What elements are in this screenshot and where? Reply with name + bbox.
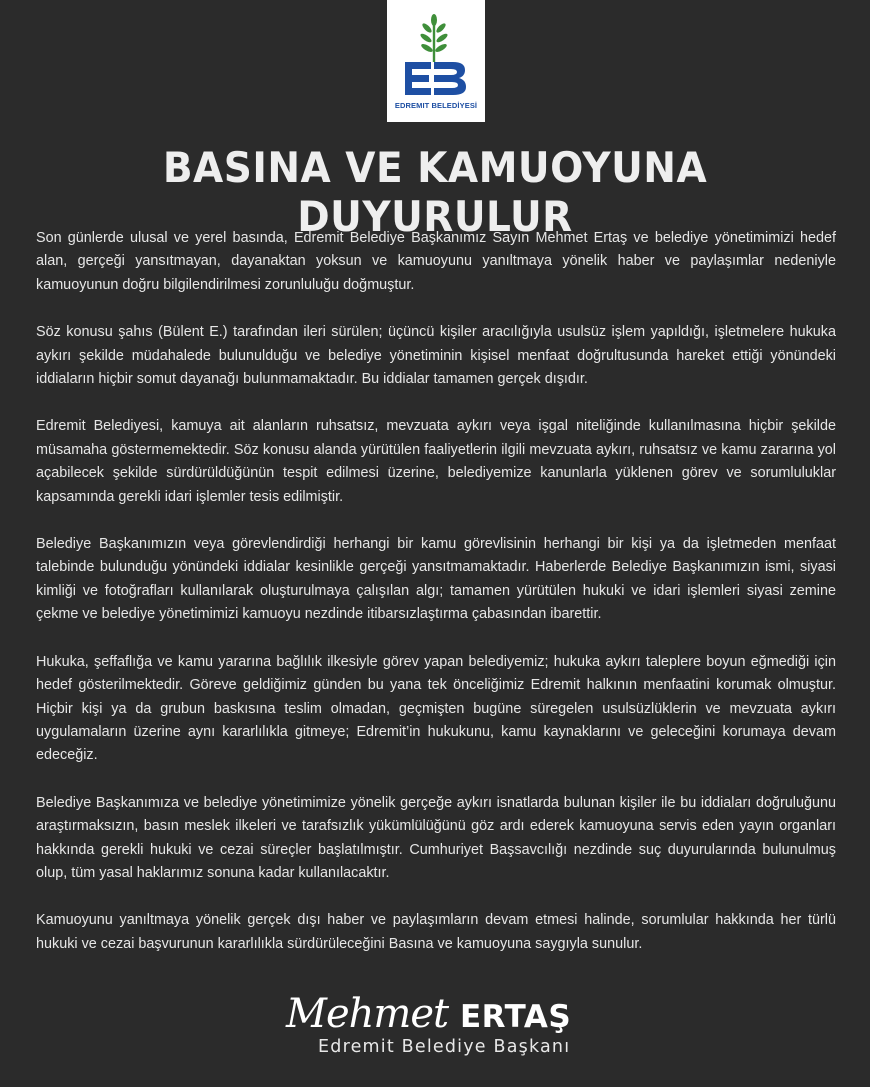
signature-block: [270, 985, 610, 1065]
paragraph: Belediye Başkanımıza ve belediye yönetimimize yönelik gerçeğe aykırı isnatlarda bulunan kişiler ile bu iddiaları doğruluğunu araştırmaksızın, basın meslek ilkeleri ve tarafsızlık yükümlülüğünü göz ardı ederek kamuoyuna servis eden yayın organları hakkında gerekli hukuki ve cezai süreçler başlatılmıştır. Cumhuriyet Başsavcılığı nezdinde suç duyurularında bulunulmuş olup, tüm yasal haklarımız sonuna kadar kullanılacaktır.: [36, 794, 836, 881]
paragraph: Söz konusu şahıs (Bülent E.) tarafından ileri sürülen; üçüncü kişiler aracılığıyla usulsüz işlem yapıldığı, işletmelere hukuka aykırı şekilde müdahalede bulunulduğu ve belediye yönetiminin kişisel menfaat doğrultusunda hareket ettiği yönündeki iddiaların hiçbir somut dayanağı bulunmamaktadır. Bu iddialar tamamen gerçek dışıdır.: [36, 324, 836, 388]
logo-caption: EDREMIT BELEDİYESİ: [394, 101, 478, 110]
municipality-logo: [387, 0, 485, 122]
paragraph: Hukuka, şeffaflığa ve kamu yararına bağlılık ilkesiyle görev yapan belediyemiz; hukuka aykırı taleplere boyun eğmediği için hedef gösterilmektedir. Göreve geldiğimiz günden bu yana tek önceliğimiz Edremit halkının menfaatini korumak olmuştur. Hiçbir kişi ya da grubun baskısına teslim olmadan, geçmişten bugüne süregelen usulsüzlüklerin ve mevzuata aykırı uygulamaların üzerine aynı kararlılıkla gitmeye; Edremit’in hukukunu, kamu kaynaklarını ve geleceğini korumaya devam edeceğiz.: [36, 653, 836, 764]
paragraph: Son günlerde ulusal ve yerel basında, Edremit Belediye Başkanımız Sayın Mehmet Ertaş ve belediye yönetimimizi hedef alan, gerçeği yansıtmayan, dayanaktan yoksun ve kamuoyunu yanıltmaya yönelik haber ve paylaşımlar nedeniyle kamuoyunun doğru bilgilendirilmesi zorunluluğu doğmuştur.: [36, 230, 836, 293]
paragraph: Belediye Başkanımızın veya görevlendirdiği herhangi bir kamu görevlisinin herhangi bir kişi ya da işletmeden menfaat talebinde bulunduğu yönündeki iddialar kesinlikle gerçeği yansıtmamaktadır. Haberlerde Belediye Başkanımızın ismi, siyasi kimliği ve fotoğrafları kullanılarak oluşturulmaya çalışılan algı; tamamen yürütülen hukuki ve idari işlemleri siyasi zemine çekme ve belediye yönetimimizi kamuoyu nezdinde itibarsızlaştırma çabasından ibarettir.: [36, 536, 836, 623]
announcement-body: [36, 227, 836, 980]
signature-first-name: Mehmet: [286, 991, 449, 1037]
signature-surname: ERTAŞ: [460, 999, 572, 1035]
paragraph: Edremit Belediyesi, kamuya ait alanların ruhsatsız, mevzuata aykırı veya işgal niteliğinde kullanılmasına hiçbir şekilde müsamaha göstermemektedir. Söz konusu alanda yürütülen faaliyetlerin ilgili mevzuata aykırı, ruhsatsız ve kamu zararına yol açabilecek şekilde sürdürüldüğünün tespit edilmesi üzerine, belediyemize kanunlarla yüklenen görev ve sorumluluklar kapsamında gerekli idari işlemler tesis edilmiştir.: [36, 418, 836, 505]
page-title: BASINA VE KAMUOYUNA DUYURULUR: [162, 143, 708, 241]
signature-role: Edremit Belediye Başkanı: [318, 1037, 571, 1057]
paragraph: Kamuoyunu yanıltmaya yönelik gerçek dışı haber ve paylaşımların devam etmesi halinde, sorumlular hakkında her türlü hukuki ve cezai başvurunun kararlılıkla sürdürüleceğini Basına ve kamuoyuna saygıyla sunulur.: [36, 912, 836, 952]
